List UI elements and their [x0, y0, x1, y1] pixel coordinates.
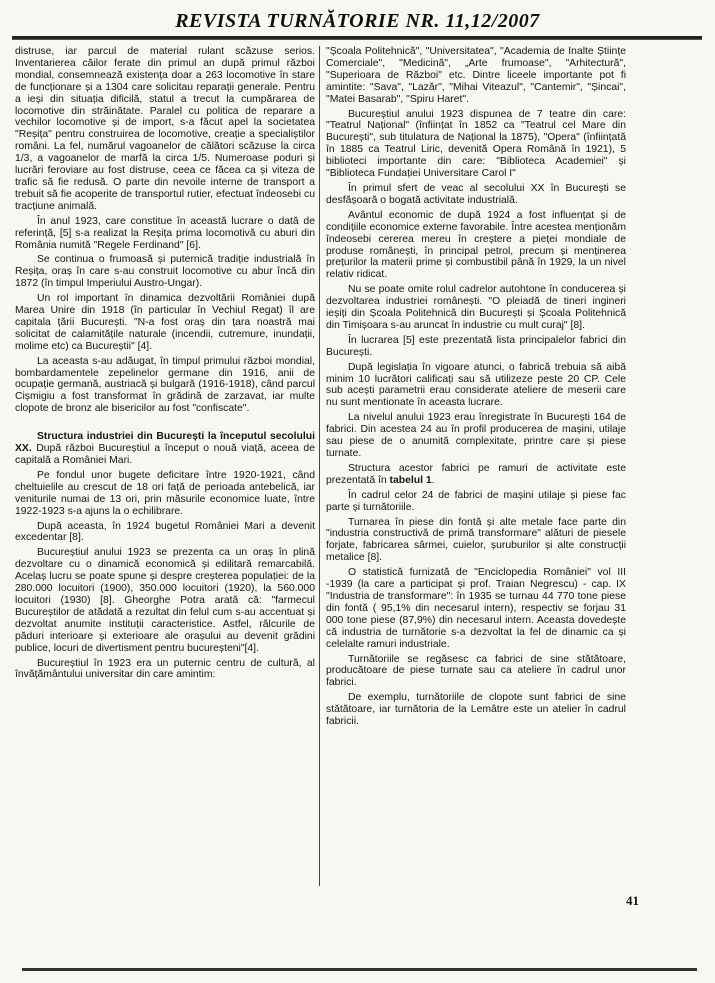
column-divider [319, 46, 320, 886]
paragraph: Pe fondul unor bugete deficitare între 1920-1921, când cheltuielile au crescut de 18 ori față de perioada antebelică, iar veniturile numai de 13 ori, prin măsurile economice luate, între 1922-1923 s-a ajuns la o echilibrare. [15, 469, 315, 517]
right-column [326, 46, 626, 901]
paragraph: În anul 1923, care constitue în această lucrare o dată de referință, [5] s-a realizat la Reșița prima locomotivă cu aburi din România numită "Regele Ferdinand" [6]. [15, 215, 315, 251]
journal-header: REVISTA TURNĂTORIE NR. 11,12/2007 [175, 10, 540, 32]
paragraph: O statistică furnizată de "Enciclopedia României" vol III -1939 (la care a participat și prof. Traian Negrescu) - cap. IX "Industria de transformare": în 1935 se turnau 44 770 tone piese din fontă ( 95,1% din necesarul intern), respectiv se forjau 31 000 tone piese (87,9%) din necesarul intern. Aceasta dovedește că industria de turnătorie s-a dezvoltat la fel de dinamic ca și celelalte ramuri industriale. [326, 567, 626, 650]
page-number: 41 [626, 893, 639, 908]
paragraph: La aceasta s-au adăugat, în timpul primului război mondial, bombardamentele zepelinelor germane din 1916, anii de ocupație germană, austriacă și bulgară (1916-1918), când parcul Cișmigiu a fost transformat în grădină de zarzavat, iar multe clopote de bronz ale bisericilor au fost "confiscate". [15, 355, 315, 415]
section-paragraph [15, 431, 315, 467]
paragraph: Bucureștiul anului 1923 dispunea de 7 teatre din care: "Teatrul Național" (înființat în 1852 ca "Teatrul cel Mare din București", sub titulatura de Național la 1875), "Opera" (înființată în 1885 ca Teatrul Liric, devenită Opera Română în 1921), 5 biblioteci importante din care: "Biblioteca Academiei" și "Biblioteca Fundației Universitare Carol I" [326, 108, 626, 180]
text: Structura acestor fabrici pe ramuri de activitate este prezentată în [326, 462, 626, 486]
paragraph: Turnătoriile se regăsesc ca fabrici de sine stătătoare, producătoare de piese turnate sau ca ateliere în cadrul unor fabrici. [326, 653, 626, 689]
section-title: Structura industriei din București la începutul secolului XX. [15, 431, 315, 455]
paragraph: Un rol important în dinamica dezvoltării României după Marea Unire din 1918 (în particular în Vechiul Regat) îl are capitala țării București. "N-a fost oraș din țara noastră mai solicitat de calamitățile naturale (incendii, cutremure, inundații, molime etc) ca Bucureștii" [4]. [15, 293, 315, 352]
paragraph: În lucrarea [5] este prezentată lista principalelor fabrici din București. [326, 334, 626, 358]
paragraph: De exemplu, turnătoriile de clopote sunt fabrici de sine stătătoare, iar turnătoria de la Lemâtre este un atelier în cadrul fabricii. [326, 692, 626, 728]
footer-rule [22, 968, 697, 971]
paragraph: În primul sfert de veac al secolului XX în București se desfășoară o bogată activitate industrială. [326, 182, 626, 206]
paragraph: Turnarea în piese din fontă și alte metale face parte din "industria constructivă de primă transformare" alături de piesele forjate, fabricarea sârmei, cuielor, șuruburilor și alte construcții metalice [8]. [326, 516, 626, 564]
paragraph: distruse, iar parcul de material rulant scăzuse serios. Inventarierea căilor ferate din primul an după primul război mondial, consemnează existența doar a 263 locomotive în stare de funcționare și a 1304 care solicitau reparații generale. Pentru a ieși din situația dificilă, statul a trecut la cumpărarea de locomotive din străinătate. Paralel cu politica de reparare a vechilor locomotive și de import, s-a făcut apel la societatea "Reșița" pentru construirea de locomotive, creație a specialiștilor români. La fel, numărul vagoanelor de călători scăzuse la circa 1/3, a vagoanelor de marfă la circa 1/5. Numeroase poduri și lucrări feroviare au fost distruse, ceea ce făcea ca și viteza de trafic să fie redusă. O parte din nevoile interne de transport a trebuit să fie acoperite de transportul rutier, efectuat îndeosebi cu tracțiune animală. [15, 46, 315, 212]
paragraph: În cadrul celor 24 de fabrici de mașini utilaje și piese fac parte și turnătoriile. [326, 489, 626, 513]
left-column [15, 46, 315, 901]
paragraph: Nu se poate omite rolul cadrelor autohtone în conducerea și dezvoltarea industriei românești. "O pleiadă de tineri ingineri ieșiți din Școala Politehnică din București și Școala Politehnică din Timișoara s-au aruncat în industrie cu mult curaj" [8]. [326, 284, 626, 331]
paragraph [326, 463, 626, 487]
table-reference: tabelul 1 [389, 474, 432, 486]
paragraph: Bucureștiul în 1923 era un puternic centru de cultură, al învățământului universitar din care amintim: [15, 657, 315, 681]
paragraph: Se continua o frumoasă și puternică tradiție industrială în Reșița, oraș în care s-au construit locomotive cu abur încă din 1872 (în timpul Imperiului Austro-Ungar). [15, 254, 315, 290]
text: . [431, 474, 435, 486]
paragraph: După aceasta, în 1924 bugetul României Mari a devenit excedentar [8]. [15, 520, 315, 544]
header-rule [12, 36, 702, 40]
paragraph: Avântul economic de după 1924 a fost influențat și de condițiile economice externe favorabile. Între acestea menționăm îndeosebi cererea mereu în creștere a pieței mondiale de produse românești, în principal petrol, precum și menținerea prețurilor la materii prime și combustibil până în 1929, la un nivel relativ ridicat. [326, 209, 626, 281]
paragraph: "Școala Politehnică", "Universitatea", "Academia de Înalte Științe Comerciale", "Medicină", „Arte frumoase", "Arhitectură", "Superioara de Război" etc. Dintre liceele importante pot fi amintite: "Sava", "Lazăr", "Mihai Viteazul", "Cantemir", "Șincai", "Matei Basarab", "Spiru Haret". [326, 46, 626, 105]
paragraph: După legislația în vigoare atunci, o fabrică trebuia să aibă minim 10 lucrători calificați sau să utilizeze peste 20 CP. Cele sub acești parametrii erau considerate ateliere de meserii care nu sunt mentionate în aceasta lucrare. [326, 361, 626, 409]
paragraph: Bucureștiul anului 1923 se prezenta ca un oraș în plină dezvoltare cu o dinamică economică și edilitară remarcabilă. Acelaș lucru se poate spune și despre creșterea populației: de la 280.000 locuitori (1900), 350.000 locuitori (1920), la 560.000 locuitori (1930) [8]. Gheorghe Potra arată că: "farmecul Bucureștilor de atădată a rezultat din felul cum s-au accentuat și dezvoltat anumite instituții caracteristice. Astfel, rălcurile de păduri interioare și exterioare ale orașului au devenit grădini publice, locuri de divertisment pentru bucureșteni"[4]. [15, 547, 315, 654]
section-text: După război Bucureștiul a început o nouă viață, aceea de capitală a României Mari. [15, 443, 315, 466]
paragraph: La nivelul anului 1923 erau înregistrate în București 164 de fabrici. Din acestea 24 au în profil producerea de mașini, utilaje sau piese de o anumită complexitate, printre care și piese turnate. [326, 412, 626, 459]
